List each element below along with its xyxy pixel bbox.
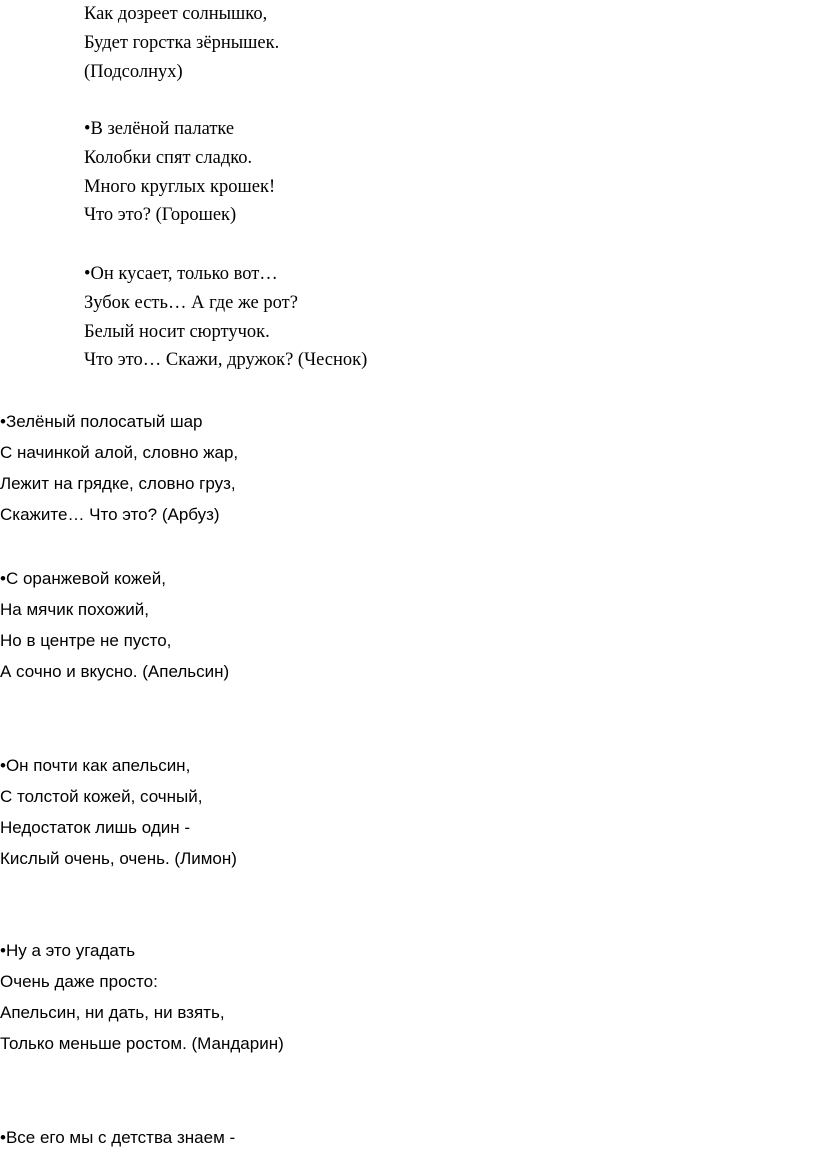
- riddle-line: •Все его мы с детства знаем -: [0, 1128, 236, 1147]
- riddle-line: •Ну а это угадать: [0, 941, 136, 960]
- riddle-line: Недостаток лишь один -: [0, 818, 191, 837]
- riddle-line: Зубок есть… А где же рот?: [84, 292, 298, 313]
- riddle-line: Как дозреет солнышко,: [84, 4, 268, 24]
- riddle-watermelon: [0, 406, 238, 530]
- riddle-peas: [84, 115, 275, 230]
- riddle-line: Много круглых крошек!: [84, 176, 276, 197]
- riddle-line: •В зелёной палатке: [84, 119, 235, 139]
- riddle-line: Скажите… Что это? (Арбуз): [0, 505, 220, 524]
- riddle-line: •С оранжевой кожей,: [0, 569, 166, 588]
- riddle-mandarin: [0, 935, 284, 1059]
- riddle-garlic: [84, 260, 367, 375]
- riddle-line: Что это… Скажи, дружок? (Чеснок): [84, 350, 368, 371]
- riddle-line: Будет горстка зёрнышек.: [84, 32, 280, 53]
- riddle-line: Колобки спят сладко.: [84, 147, 253, 168]
- riddle-line: Очень даже просто:: [0, 972, 158, 991]
- riddle-line: Белый носит сюртучок.: [84, 321, 270, 342]
- riddle-line: С толстой кожей, сочный,: [0, 787, 203, 806]
- riddle-lemon: [0, 750, 237, 874]
- riddle-line: •Он почти как апельсин,: [0, 756, 191, 775]
- riddle-line: На мячик похожий,: [0, 600, 149, 619]
- riddle-line: Но в центре не пусто,: [0, 631, 172, 650]
- riddle-orange: [0, 563, 229, 687]
- riddle-line: Что это? (Горошек): [84, 205, 237, 226]
- riddle-sunflower: [84, 0, 279, 86]
- riddle-line: Лежит на грядке, словно груз,: [0, 474, 236, 493]
- riddle-line: А сочно и вкусно. (Апельсин): [0, 662, 230, 681]
- riddle-line: Кислый очень, очень. (Лимон): [0, 849, 237, 868]
- riddle-partial: [0, 1122, 235, 1153]
- riddle-line: •Зелёный полосатый шар: [0, 412, 203, 431]
- riddle-line: Только меньше ростом. (Мандарин): [0, 1034, 284, 1053]
- riddle-line: •Он кусает, только вот…: [84, 264, 278, 284]
- riddle-line: Апельсин, ни дать, ни взять,: [0, 1003, 225, 1022]
- riddle-answer-line: (Подсолнух): [84, 61, 183, 82]
- riddle-line: С начинкой алой, словно жар,: [0, 443, 239, 462]
